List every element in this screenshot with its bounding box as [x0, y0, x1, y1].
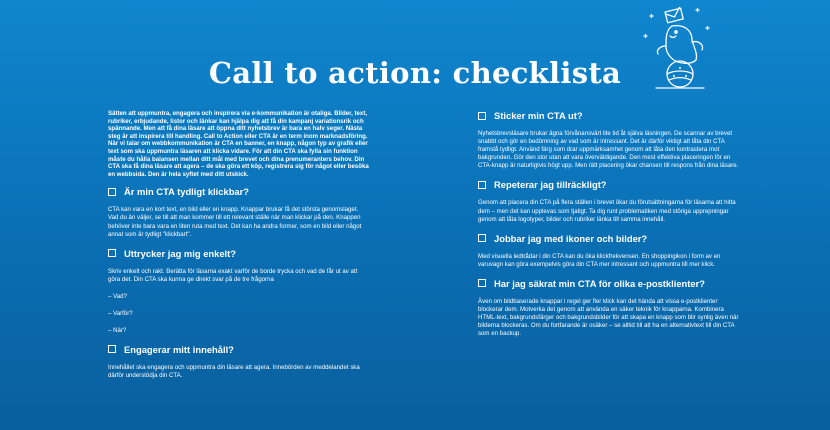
- heading-text: Sticker min CTA ut?: [494, 110, 583, 121]
- checkbox-icon: [478, 234, 486, 242]
- checkbox-icon: [108, 345, 116, 353]
- checklist-heading: [108, 344, 370, 355]
- checklist-heading: [478, 233, 744, 244]
- checklist-heading: [108, 248, 370, 259]
- checklist-heading: [478, 110, 744, 121]
- checklist-heading: [108, 186, 370, 197]
- left-column: [108, 110, 370, 389]
- section-text: Genom att placera din CTA på flera ställen i brevet ökar du förutsättningarna för läsarna att hitta dem – men det kan upplevas som tjatigt. Ta dig runt problematiken med störiga upprepningar genom att låta logotyper, bilder och rubriker länka till samma innehåll.: [478, 199, 736, 223]
- list-item: – Vad?: [108, 292, 127, 300]
- heading-text: Repeterar jag tillräckligt?: [494, 179, 607, 191]
- heading-text: Är min CTA tydligt klickbar?: [124, 186, 250, 198]
- checkbox-icon: [108, 188, 116, 196]
- checkbox-icon: [108, 249, 116, 257]
- checkbox-icon: [478, 112, 486, 120]
- heading-text: Uttrycker jag mig enkelt?: [124, 247, 237, 259]
- intro-text: Sätten att uppmuntra, engagera och inspirera via e-kommunikation är otaliga. Bilder, text, rubriker, erbjudande, listor och länkar kan hjälpa dig att få din kampanj variationsrik och spännande. Men att få dina läsare att öppna ditt nyhetsbrev är bara en halv seger. Nästa steg är att inspirera till handling. Call to Action eller CTA är en term inom marknadsföring. När vi talar om webbkommunikation är CTA en banner, en knapp, någon typ av grafik eller text som ska uppmuntra läsaren att klicka vidare. För att din CTA ska fylla sin funktion måste du hålla balansen mellan ditt mål med brevet och dina prenumeranters behov. Din CTA ska få dina läsare att agera – de ska göra ett köp, registrera sig för något eller besöka en webbsida. Den är hela syftet med ditt utskick.: [108, 110, 369, 178]
- checklist-heading: [478, 179, 744, 190]
- section-text: Med visuella ledtrådar i din CTA kan du öka klickfrekvensen. En shoppingikon i form av en varuvagn kan göra exempelvis göra din CTA mer intressant och uppmuntra till mer klick.: [478, 252, 721, 268]
- section-text: Nyhetsbrevsläsare brukar ägna förvånansvärt lite tid åt själva läsningen. De scannar av brevet snabbt och gör en bedömning av vad som är intressant. Det är därför viktigt att låta din CTA framstå tydligt. Använd färg som drar uppmärksamhet genom att låta den kontrastera mot bakgrunden. Gör den stor utan att vara överväldigande. Den mest effektiva placeringen för en CTA-knapp är naturligtvis högt upp. Men rätt placering ökar chansen till respons från dina läsare.: [478, 130, 739, 170]
- seal-illustration-icon: [636, 6, 722, 90]
- section-text: Innehållet ska engagera och uppmuntra din läsare att agera. Innebörden av meddelandet ska därför understödja din CTA.: [108, 363, 360, 379]
- list-item: – När?: [108, 326, 127, 334]
- checkbox-icon: [478, 181, 486, 189]
- page-title: Call to action: checklista: [208, 56, 622, 90]
- section-text: Skriv enkelt och rakt. Berätta för läsarna exakt varför de borde trycka och vad de får ut av att göra det. Din CTA ska kunna ge direkt svar på de tre frågorna: [108, 267, 358, 283]
- section-text: Även om bildbaserade knappar i regel ger fler klick kan det hända att vissa e-postklienter blockerar dem. Motverka det genom att använda en säker teknik för knapparna. Kombinera HTML-text, bakgrundsfärger och bakgrundsbilder för att skapa en knapp som blir synlig även när bilderna blockeras. Om du fortfarande är osäker – se alltid till att ha en alternativtext till din CTA som en backup.: [478, 297, 739, 338]
- section-text: CTA kan vara en kort text, en bild eller en knapp. Knappar brukar få det största genomslaget. Vad du än väljer, se till att man kommer till ett relevant ställe när man klickar på den. Knappen behöver inte bara vara en liten ruta med text. Det kan ha andra former, som en bild eller något annat som är tydligt "klickbart".: [108, 206, 362, 238]
- right-column: [478, 110, 744, 347]
- list-item: – Varför?: [108, 309, 133, 317]
- heading-text: Har jag säkrat min CTA för olika e-postklienter?: [494, 277, 705, 289]
- checklist-heading: [478, 278, 744, 289]
- checkbox-icon: [478, 279, 486, 287]
- heading-text: Jobbar jag med ikoner och bilder?: [494, 232, 648, 244]
- heading-text: Engagerar mitt innehåll?: [124, 343, 234, 355]
